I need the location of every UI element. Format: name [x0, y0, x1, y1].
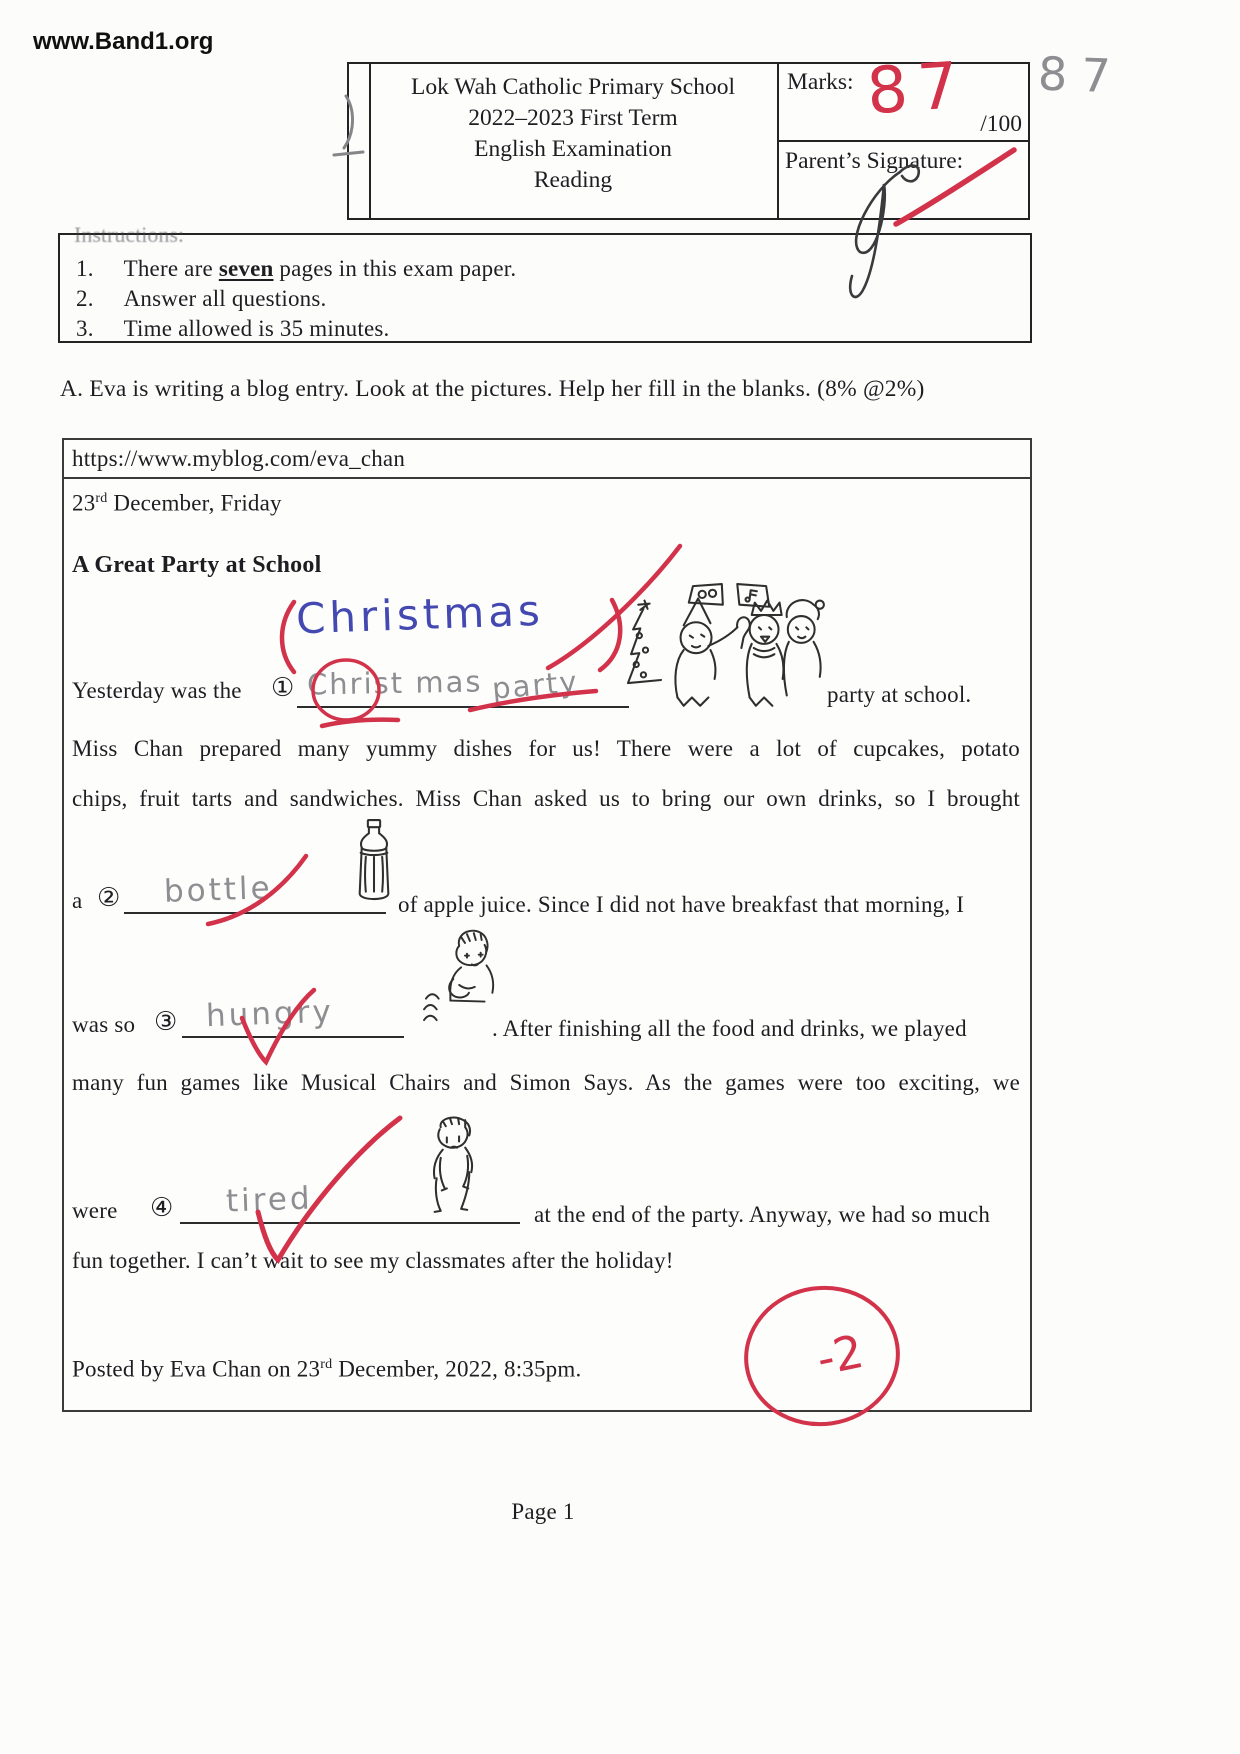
instruction-number: 3.	[76, 316, 94, 341]
student-answer-3: hungry	[205, 993, 335, 1035]
blog-paragraph-line: fun together. I can’t wait to see my classmates after the holiday!	[72, 1248, 674, 1273]
student-answer-1: Christ mas	[306, 664, 483, 702]
posted-by-line: Posted by Eva Chan on 23rd December, 2022, 8:35pm.	[72, 1356, 582, 1382]
marks-label: Marks:	[787, 69, 854, 95]
exam-term: 2022–2023 First Term	[468, 105, 678, 131]
blank4-post-text: at the end of the party. Anyway, we had so much	[534, 1202, 991, 1227]
teacher-correction-handwriting: Christmas	[295, 585, 545, 644]
instruction-item: 3. Time allowed is 35 minutes.	[76, 316, 390, 341]
blank3-number: ③	[154, 1007, 178, 1037]
instructions-box	[58, 222, 1032, 343]
christmas-party-illustration	[630, 582, 826, 714]
instruction-item: 2. Answer all questions.	[76, 286, 327, 311]
blank4-number: ④	[150, 1193, 174, 1223]
signature-label: Parent’s Signature:	[785, 148, 964, 174]
student-answer-2: bottle	[163, 870, 274, 910]
date-ordinal: rd	[95, 491, 108, 506]
exam-subject: English Examination	[474, 136, 672, 162]
school-name: Lok Wah Catholic Primary School	[410, 74, 736, 100]
date-ordinal: rd	[320, 1357, 333, 1372]
marks-score-handwritten: 87	[864, 48, 971, 130]
blank3-post-text: . After finishing all the food and drinks, we played	[492, 1016, 967, 1041]
blank1-post-text: party at school.	[827, 682, 972, 707]
instruction-number: 2.	[76, 286, 94, 311]
exam-paper-type: Reading	[533, 167, 613, 193]
marks-total: /100	[980, 111, 1022, 137]
blank3-pre-text: was so	[72, 1012, 136, 1037]
blank1-number: ①	[271, 673, 295, 703]
instructions-heading-cutoff: Instructions:	[74, 222, 184, 247]
signature-cell	[779, 142, 1028, 218]
header-table	[347, 48, 1030, 220]
blog-date: 23rd December, Friday	[72, 490, 282, 516]
blog-paragraph-line: many fun games like Musical Chairs and Simon Says. As the games were too exciting, we	[72, 1070, 1020, 1095]
blog-paragraph-line: Miss Chan prepared many yummy dishes for us! There were a lot of cupcakes, potato	[72, 736, 1020, 761]
corner-score-note: 87	[1037, 46, 1126, 104]
blog-paragraph-line: chips, fruit tarts and sandwiches. Miss Chan asked us to bring our own drinks, so I brought	[72, 786, 1020, 811]
student-answer-4: tired	[225, 1180, 314, 1220]
blank4-pre-text: were	[72, 1198, 118, 1223]
instruction-item: 1. There are seven pages in this exam paper.	[76, 256, 517, 281]
blog-box	[62, 438, 1032, 1412]
blank2-pre-text: a	[72, 888, 83, 913]
deduction-score-handwritten: -2	[811, 1323, 869, 1387]
page-number: Page 1	[511, 1499, 575, 1524]
emphasized-word: seven	[218, 256, 274, 281]
marks-cell	[779, 48, 1028, 140]
student-answer-1-crossed: party	[490, 664, 580, 706]
instruction-number: 1.	[76, 256, 94, 281]
browser-url-bar	[64, 440, 1030, 479]
blank1-pre-text: Yesterday was the	[72, 678, 242, 703]
section-a-heading: A. Eva is writing a blog entry. Look at the pictures. Help her fill in the blanks. (8% @2%)	[60, 376, 925, 402]
blog-title: A Great Party at School	[72, 552, 322, 578]
site-watermark: www.Band1.org	[33, 28, 214, 55]
blank2-post-text: of apple juice. Since I did not have breakfast that morning, I	[398, 892, 965, 917]
school-info-cell	[371, 72, 775, 196]
blank2-number: ②	[97, 883, 121, 913]
blog-url: https://www.myblog.com/eva_chan	[72, 446, 406, 471]
